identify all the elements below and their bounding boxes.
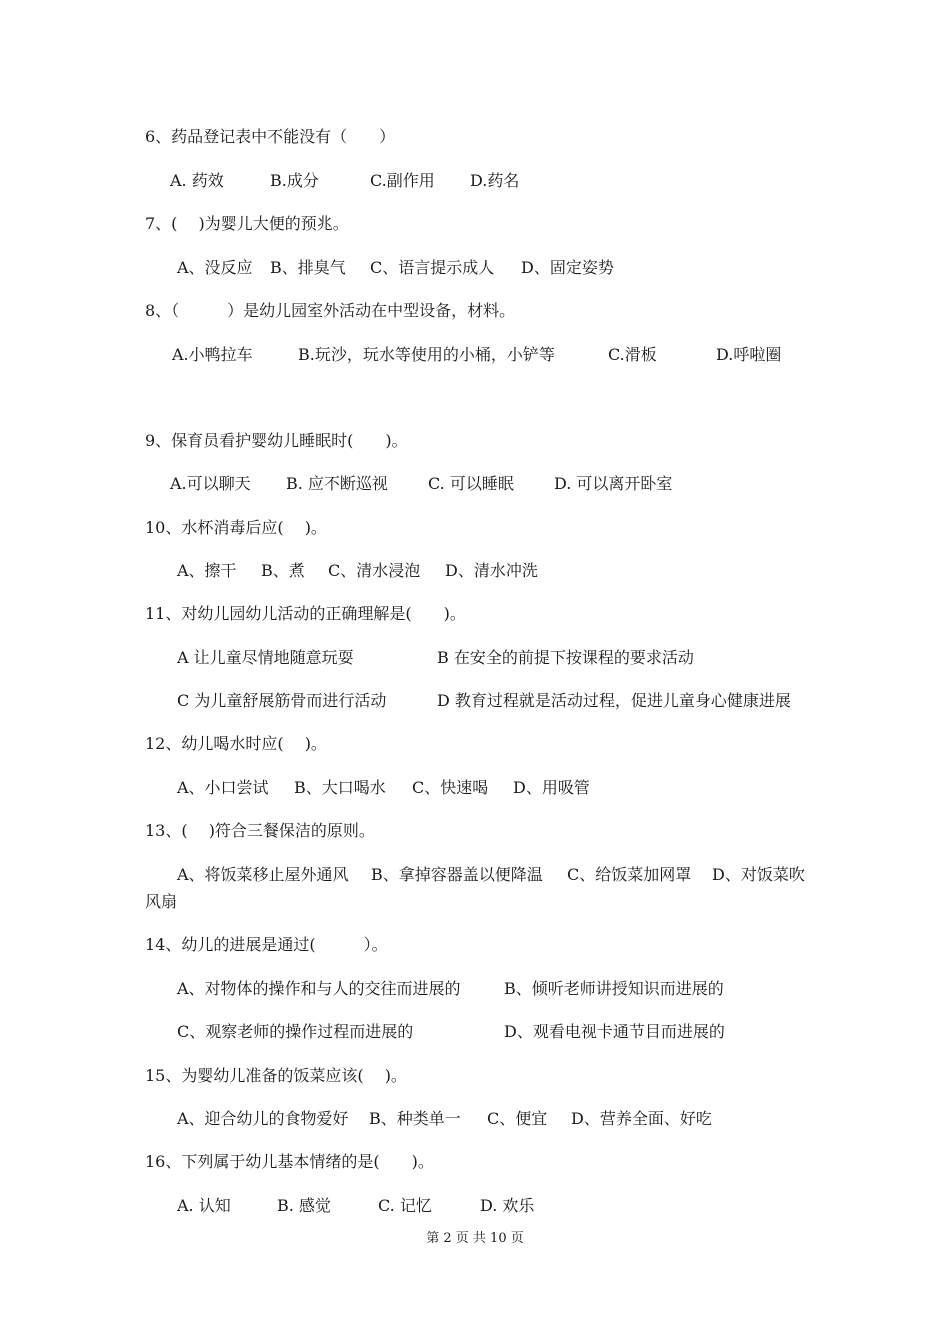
question-9-option-a: A.可以聊天 — [170, 474, 251, 493]
question-13-option-a: A、将饭菜移止屋外通风 — [177, 865, 349, 884]
question-14-option-a: A、对物体的操作和与人的交往而进展的 — [177, 979, 461, 998]
question-15-stem: 15、为婴幼儿准备的饭菜应该( )。 — [145, 1066, 407, 1085]
question-9-option-d: D. 可以离开卧室 — [554, 474, 673, 493]
question-15-option-b: B、种类单一 — [369, 1109, 461, 1128]
question-8-stem: 8、（ ）是幼儿园室外活动在中型设备，材料。 — [145, 301, 516, 320]
question-9-stem: 9、保育员看护婴幼儿睡眠时( )。 — [145, 431, 408, 450]
question-9-option-b: B. 应不断巡视 — [286, 474, 388, 493]
question-11-option-b: B 在安全的前提下按课程的要求活动 — [437, 648, 694, 667]
question-12-option-d: D、用吸管 — [513, 778, 590, 797]
question-13-option-b: B、拿掉容器盖以便降温 — [371, 865, 543, 884]
question-6-option-b: B.成分 — [270, 171, 319, 190]
question-16-option-c: C. 记忆 — [378, 1196, 432, 1215]
question-15-option-a: A、迎合幼儿的食物爱好 — [177, 1109, 349, 1128]
question-14-option-c: C、观察老师的操作过程而进展的 — [177, 1022, 414, 1041]
question-15-option-d: D、营养全面、好吃 — [571, 1109, 712, 1128]
question-14-option-d: D、观看电视卡通节目而进展的 — [504, 1022, 725, 1041]
question-11-option-c: C 为儿童舒展筋骨而进行活动 — [177, 691, 387, 710]
question-8-option-c: C.滑板 — [608, 345, 657, 364]
question-6-option-c: C.副作用 — [370, 171, 435, 190]
question-8-option-b: B.玩沙，玩水等使用的小桶，小铲等 — [298, 345, 555, 364]
question-13-stem: 13、( )符合三餐保洁的原则。 — [145, 821, 375, 840]
question-16-stem: 16、下列属于幼儿基本情绪的是( )。 — [145, 1152, 434, 1171]
question-16-option-d: D. 欢乐 — [480, 1196, 535, 1215]
question-13-option-c: C、给饭菜加网罩 — [567, 865, 692, 884]
question-10-option-c: C、清水浸泡 — [328, 561, 421, 580]
question-16-option-a: A. 认知 — [177, 1196, 231, 1215]
question-8-option-d: D.呼啦圈 — [716, 345, 782, 364]
question-10-option-a: A、擦干 — [177, 561, 237, 580]
question-6-stem: 6、药品登记表中不能没有（ ） — [145, 127, 396, 146]
question-6-option-a: A. 药效 — [170, 171, 224, 190]
question-12-option-a: A、小口尝试 — [177, 778, 269, 797]
question-11-stem: 11、对幼儿园幼儿活动的正确理解是( )。 — [145, 604, 466, 623]
question-9-option-c: C. 可以睡眠 — [428, 474, 514, 493]
question-8-option-a: A.小鸭拉车 — [172, 345, 253, 364]
question-16-option-b: B. 感觉 — [277, 1196, 331, 1215]
question-13-option-d-wrap: 风扇 — [145, 892, 178, 911]
question-12-option-b: B、大口喝水 — [294, 778, 386, 797]
question-15-option-c: C、便宜 — [487, 1109, 548, 1128]
question-10-option-d: D、清水冲洗 — [445, 561, 538, 580]
question-14-option-b: B、倾听老师讲授知识而进展的 — [504, 979, 724, 998]
question-7-option-a: A、没反应 — [177, 258, 253, 277]
question-6-option-d: D.药名 — [470, 171, 520, 190]
page-number-footer: 第 2 页 共 10 页 — [426, 1231, 524, 1246]
question-14-stem: 14、幼儿的进展是通过( ）。 — [145, 935, 388, 954]
question-12-option-c: C、快速喝 — [412, 778, 489, 797]
question-10-option-b: B、煮 — [261, 561, 305, 580]
question-11-option-d: D 教育过程就是活动过程，促进儿童身心健康进展 — [437, 691, 791, 710]
question-13-option-d: D、对饭菜吹 — [712, 865, 805, 884]
question-10-stem: 10、水杯消毒后应( )。 — [145, 518, 327, 537]
question-7-option-d: D、固定姿势 — [521, 258, 614, 277]
question-7-stem: 7、( )为婴儿大便的预兆。 — [145, 214, 349, 233]
question-12-stem: 12、幼儿喝水时应( )。 — [145, 734, 327, 753]
question-11-option-a: A 让儿童尽情地随意玩耍 — [177, 648, 354, 667]
question-7-option-b: B、排臭气 — [270, 258, 346, 277]
question-7-option-c: C、语言提示成人 — [370, 258, 495, 277]
